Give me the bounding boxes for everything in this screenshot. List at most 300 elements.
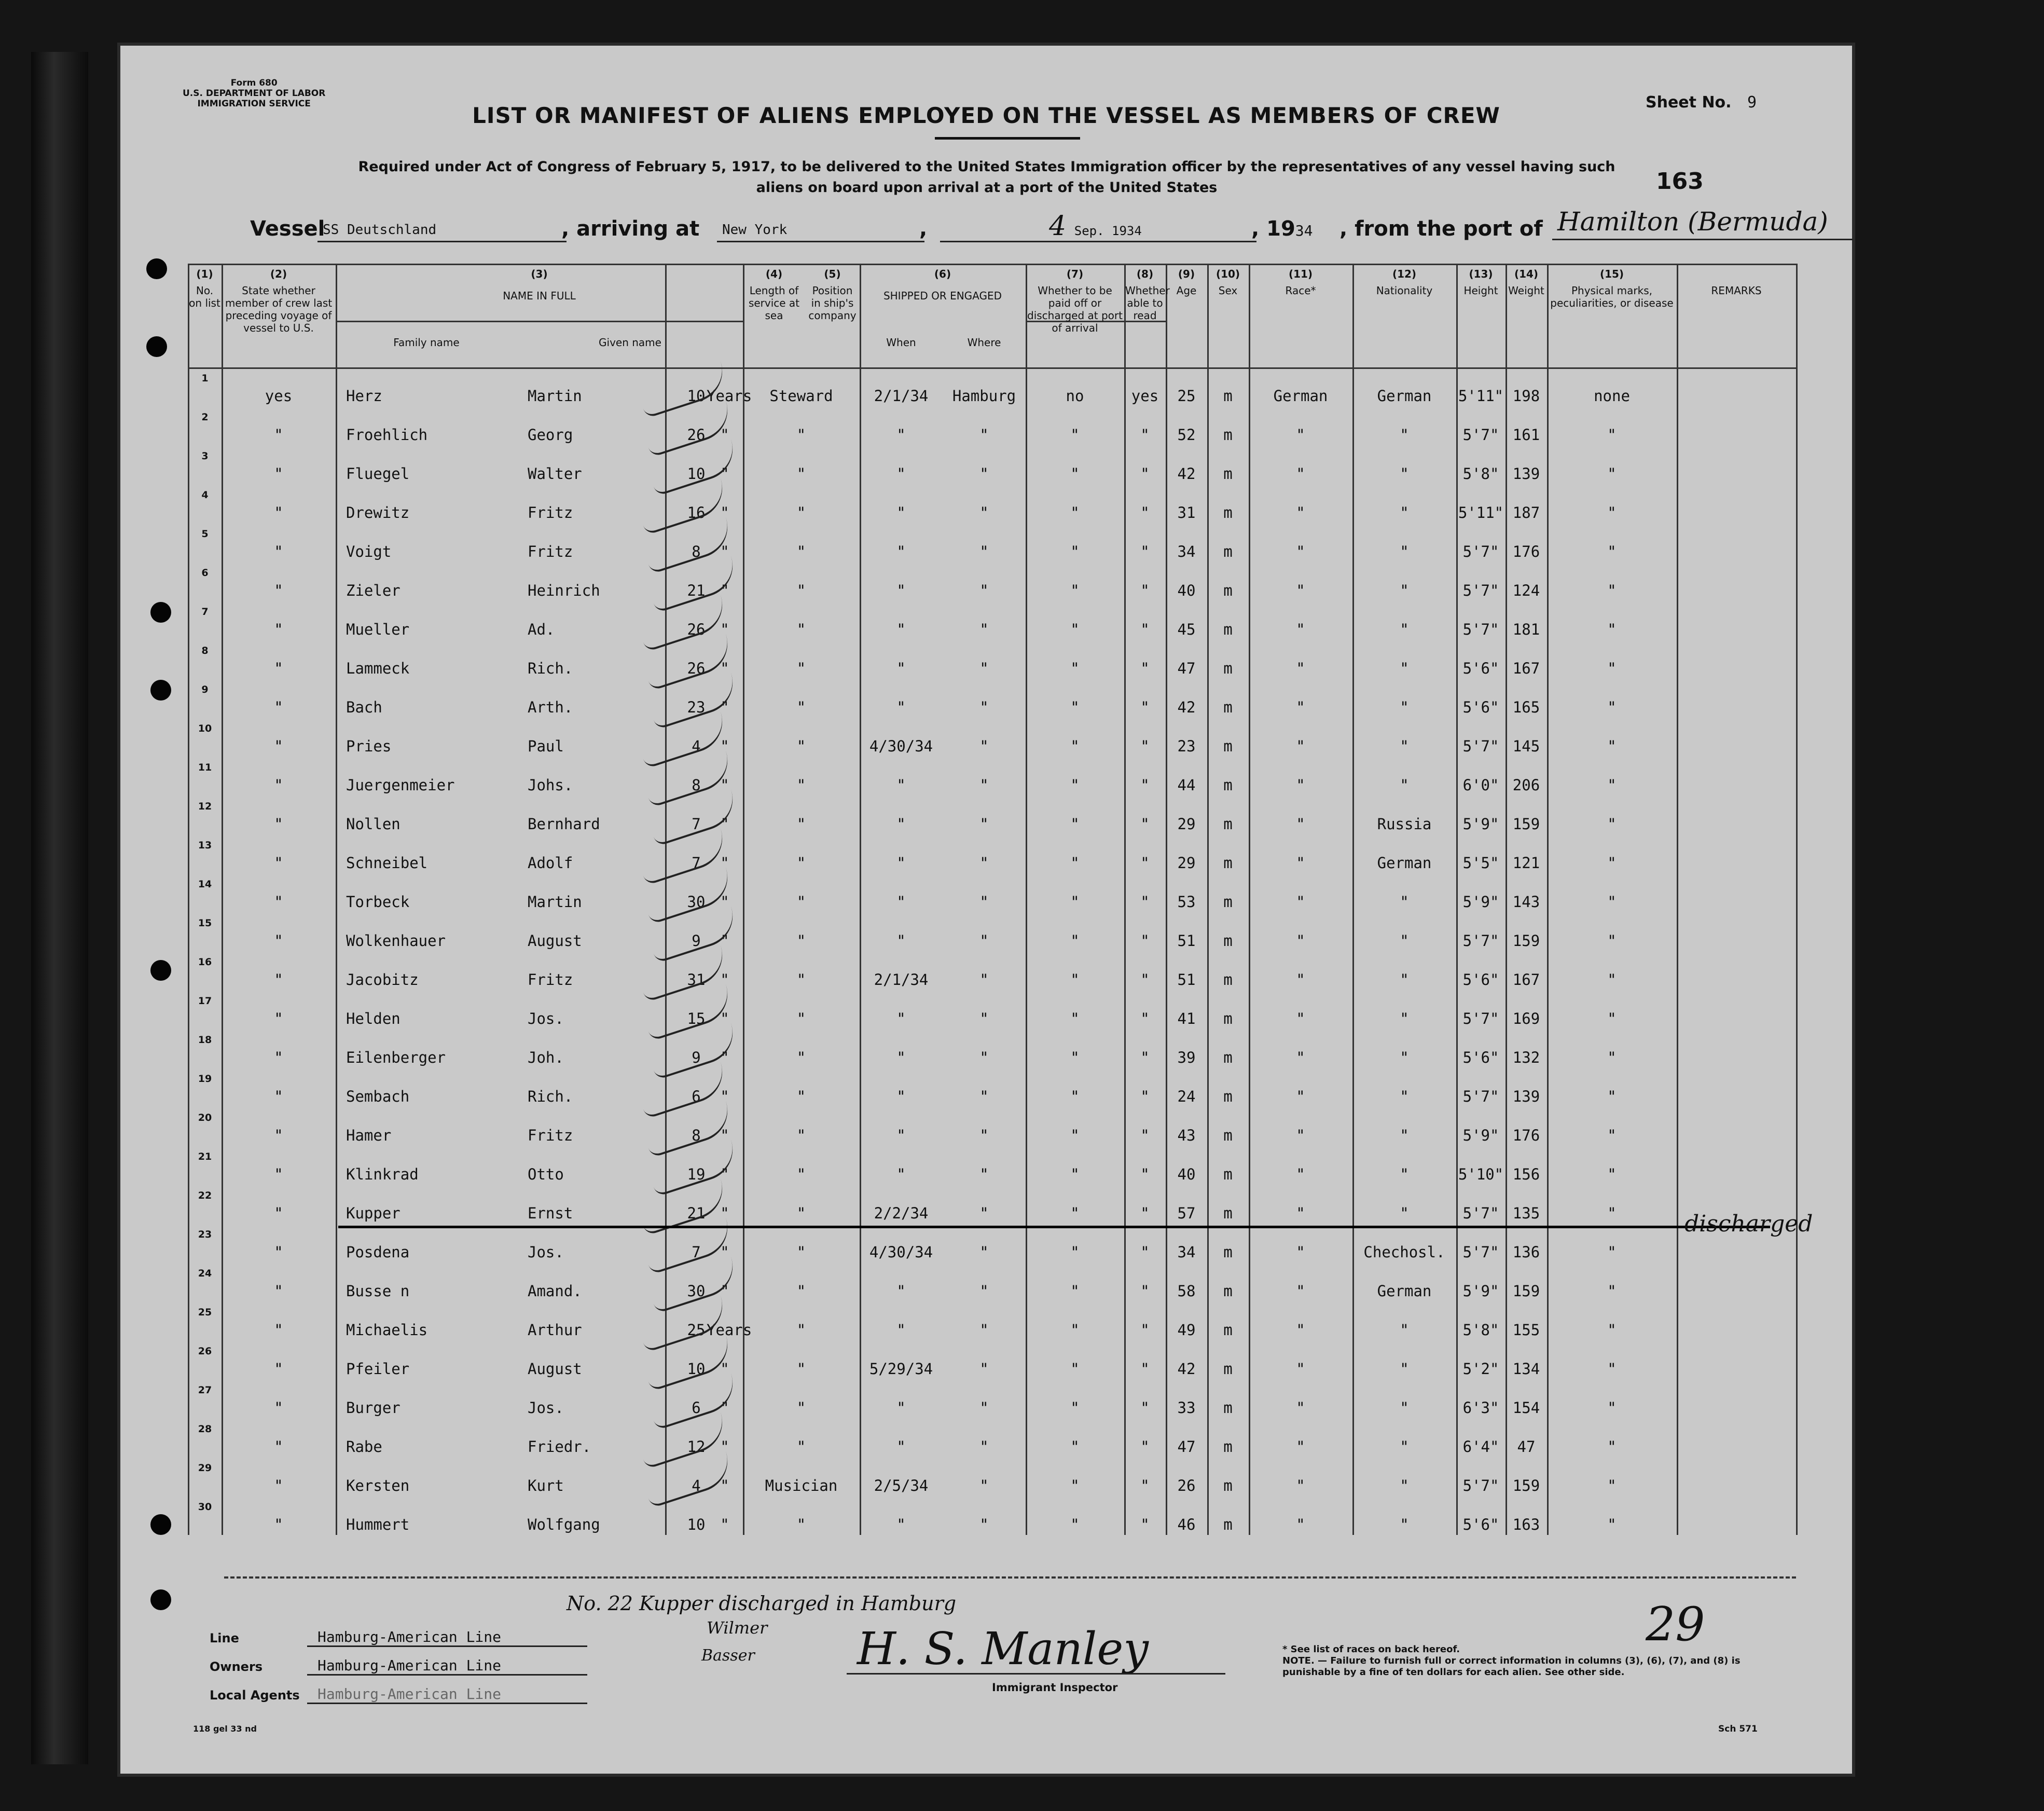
cell-nat: "	[1400, 698, 1409, 716]
cell-family: Jacobitz	[346, 971, 419, 989]
cell-marks: "	[1607, 893, 1617, 911]
cell-weight: 159	[1512, 1282, 1540, 1300]
cell-race: "	[1296, 582, 1305, 599]
cell-read: "	[1140, 1438, 1150, 1456]
sheet-label: Sheet No.	[1646, 93, 1732, 112]
cell-where: "	[979, 698, 989, 716]
cell-marks: "	[1607, 1516, 1617, 1533]
cell-age: 24	[1177, 1088, 1196, 1105]
cell-race: "	[1296, 1010, 1305, 1027]
cell-prev: "	[274, 776, 283, 794]
cell-given: August	[528, 1360, 582, 1378]
cell-prev: "	[274, 1360, 283, 1378]
race-note: * See list of races on back hereof.	[1282, 1644, 1460, 1655]
cell-weight: 145	[1512, 737, 1540, 755]
column-rule	[1796, 264, 1798, 1535]
cell-paid: "	[1070, 1399, 1080, 1417]
cell-race: "	[1296, 1204, 1305, 1222]
cell-when: "	[896, 1010, 906, 1027]
cell-given: Walter	[528, 465, 582, 483]
cell-position: "	[796, 1438, 806, 1456]
column-header: Length of service at sea	[748, 284, 800, 322]
cell-marks: "	[1607, 1204, 1617, 1222]
cell-read: "	[1140, 1399, 1150, 1417]
cell-prev: "	[274, 426, 283, 444]
cell-paid: "	[1070, 737, 1080, 755]
cell-race: "	[1296, 893, 1305, 911]
cell-nat: "	[1400, 932, 1409, 950]
cell-sex: m	[1223, 1088, 1233, 1105]
cell-nat: "	[1400, 1438, 1409, 1456]
cell-given: Heinrich	[528, 582, 600, 599]
cell-given: Jos.	[528, 1010, 564, 1027]
cell-position: "	[796, 1049, 806, 1066]
cell-height: 5'6"	[1462, 698, 1499, 716]
cell-service: 10	[687, 1360, 706, 1378]
table-top-rule	[188, 264, 1796, 265]
cell-nat: "	[1400, 1477, 1409, 1494]
row-number: 8	[201, 645, 209, 656]
cell-given: Friedr.	[528, 1438, 591, 1456]
cell-family: Sembach	[346, 1088, 410, 1105]
cell-family: Kersten	[346, 1477, 410, 1494]
cell-paid: "	[1070, 543, 1080, 560]
year-suffix: 34	[1295, 222, 1313, 239]
cell-weight: 161	[1512, 426, 1540, 444]
cell-when: "	[896, 1516, 906, 1533]
cell-weight: 156	[1512, 1165, 1540, 1183]
cell-marks: "	[1607, 737, 1617, 755]
cell-height: 5'9"	[1462, 1282, 1499, 1300]
cell-sex: m	[1223, 543, 1233, 560]
row-number: 18	[198, 1034, 212, 1046]
cell-family: Schneibel	[346, 854, 428, 872]
cell-nat: "	[1400, 1165, 1409, 1183]
cell-race: "	[1296, 504, 1305, 522]
from-port: Hamilton (Bermuda)	[1552, 207, 1853, 240]
cell-sex: m	[1223, 1243, 1233, 1261]
row-number: 15	[198, 917, 212, 929]
row-number: 30	[198, 1501, 212, 1513]
cell-service_unit: "	[720, 1282, 729, 1300]
cell-marks: "	[1607, 1165, 1617, 1183]
cell-marks: "	[1607, 1127, 1617, 1144]
cell-family: Kupper	[346, 1204, 400, 1222]
signature-rule	[847, 1673, 1225, 1675]
form-number: Form 680	[230, 78, 278, 88]
cell-service_unit: "	[720, 776, 729, 794]
cell-service: 4	[692, 737, 701, 755]
cell-sex: m	[1223, 893, 1233, 911]
cell-paid: "	[1070, 465, 1080, 483]
cell-prev: "	[274, 1165, 283, 1183]
cell-weight: 169	[1512, 1010, 1540, 1027]
cell-family: Drewitz	[346, 504, 410, 522]
cell-service_unit: "	[720, 426, 729, 444]
cell-nat: "	[1400, 1360, 1409, 1378]
arriving-port: New York	[717, 222, 924, 242]
cell-position: "	[796, 543, 806, 560]
cell-service_unit: "	[720, 1204, 729, 1222]
cell-height: 6'0"	[1462, 776, 1499, 794]
cell-marks: "	[1607, 1360, 1617, 1378]
cell-when: "	[896, 1399, 906, 1417]
cell-service_unit: "	[720, 1477, 729, 1494]
cell-given: Paul	[528, 737, 564, 755]
column-header: Weight	[1508, 284, 1544, 297]
cell-paid: "	[1070, 1438, 1080, 1456]
cell-nat: "	[1400, 504, 1409, 522]
agents-label: Local Agents	[210, 1688, 300, 1703]
cell-position: "	[796, 1088, 806, 1105]
cell-prev: "	[274, 582, 283, 599]
column-header: Whether able to read	[1125, 284, 1170, 322]
cell-age: 42	[1177, 465, 1196, 483]
cell-when: "	[896, 1127, 906, 1144]
date-day: 4	[1049, 211, 1067, 242]
cell-when: "	[896, 621, 906, 638]
cell-age: 29	[1177, 854, 1196, 872]
cell-where: "	[979, 776, 989, 794]
cell-position: "	[796, 1010, 806, 1027]
cell-sex: m	[1223, 1438, 1233, 1456]
cell-sex: m	[1223, 971, 1233, 989]
cell-when: "	[896, 698, 906, 716]
cell-prev: "	[274, 893, 283, 911]
cell-given: Georg	[528, 426, 573, 444]
cell-read: "	[1140, 737, 1150, 755]
cell-race: "	[1296, 737, 1305, 755]
name-subheader-rule	[336, 321, 743, 322]
cell-position: "	[796, 1127, 806, 1144]
row-number: 13	[198, 840, 212, 851]
cell-race: "	[1296, 815, 1305, 833]
cell-read: "	[1140, 1204, 1150, 1222]
cell-age: 52	[1177, 426, 1196, 444]
cell-age: 43	[1177, 1127, 1196, 1144]
cell-family: Bach	[346, 698, 382, 716]
cell-read: "	[1140, 815, 1150, 833]
cell-paid: "	[1070, 504, 1080, 522]
cell-when: 2/5/34	[874, 1477, 929, 1494]
cell-height: 5'10"	[1458, 1165, 1504, 1183]
subheader-given: Given name	[599, 336, 661, 349]
cell-service: 4	[692, 1477, 701, 1494]
cell-race: "	[1296, 1282, 1305, 1300]
print-code: 118 gel 33 nd	[193, 1724, 257, 1734]
cell-age: 40	[1177, 1165, 1196, 1183]
cell-service_unit: "	[720, 1438, 729, 1456]
cell-service_unit: "	[720, 1127, 729, 1144]
cell-prev: "	[274, 1088, 283, 1105]
handwritten-name: Basser	[701, 1647, 755, 1665]
cell-prev: "	[274, 1438, 283, 1456]
cell-read: "	[1140, 1321, 1150, 1339]
cell-service: 10	[687, 465, 706, 483]
subheader-where: Where	[967, 336, 1001, 349]
cell-service: 31	[687, 971, 706, 989]
cell-paid: "	[1070, 582, 1080, 599]
cell-marks: "	[1607, 1049, 1617, 1066]
cell-marks: "	[1607, 1399, 1617, 1417]
cell-when: "	[896, 465, 906, 483]
row-number: 3	[201, 450, 209, 462]
cell-service_unit: "	[720, 1049, 729, 1066]
cell-given: Fritz	[528, 1127, 573, 1144]
cell-height: 5'8"	[1462, 1321, 1499, 1339]
cell-family: Juergenmeier	[346, 776, 455, 794]
cell-weight: 143	[1512, 893, 1540, 911]
manifest-page	[120, 46, 1852, 1774]
cell-nat: "	[1400, 543, 1409, 560]
cell-where: "	[979, 660, 989, 677]
binder-edge	[31, 52, 88, 1764]
cell-position: "	[796, 737, 806, 755]
cell-family: Mueller	[346, 621, 410, 638]
header-bottom-rule	[188, 367, 1796, 369]
cell-sex: m	[1223, 465, 1233, 483]
cell-position: "	[796, 854, 806, 872]
cell-prev: "	[274, 465, 283, 483]
cell-paid: "	[1070, 971, 1080, 989]
cell-weight: 124	[1512, 582, 1540, 599]
cell-weight: 206	[1512, 776, 1540, 794]
cell-prev: "	[274, 815, 283, 833]
cell-marks: "	[1607, 1477, 1617, 1494]
cell-read: "	[1140, 1360, 1150, 1378]
cell-where: "	[979, 465, 989, 483]
subtitle: Required under Act of Congress of February 5, 1917, to be delivered to the United States Immigration officer by the representatives of any vessel having such aliens on board upon arrival at a port of the United States	[358, 159, 1615, 196]
cell-when: "	[896, 582, 906, 599]
cell-when: "	[896, 1049, 906, 1066]
row-number: 24	[198, 1268, 212, 1279]
row-number: 23	[198, 1229, 212, 1240]
cell-read: "	[1140, 621, 1150, 638]
cell-weight: 163	[1512, 1516, 1540, 1533]
cell-weight: 187	[1512, 504, 1540, 522]
row-number: 21	[198, 1151, 212, 1162]
cell-service: 6	[692, 1088, 701, 1105]
column-number: (9)	[1178, 268, 1195, 280]
cell-family: Herz	[346, 387, 382, 405]
cell-weight: 154	[1512, 1399, 1540, 1417]
arriving-label: , arriving at	[561, 217, 700, 241]
cell-service: 19	[687, 1165, 706, 1183]
cell-paid: "	[1070, 1010, 1080, 1027]
cell-service: 21	[687, 1204, 706, 1222]
cell-race: "	[1296, 1321, 1305, 1339]
column-number: (5)	[824, 268, 841, 280]
cell-height: 5'7"	[1462, 1243, 1499, 1261]
cell-age: 57	[1177, 1204, 1196, 1222]
cell-age: 42	[1177, 1360, 1196, 1378]
column-number: (11)	[1288, 268, 1313, 280]
cell-read: "	[1140, 1165, 1150, 1183]
cell-position: "	[796, 893, 806, 911]
cell-service: 25	[687, 1321, 706, 1339]
cell-paid: "	[1070, 1282, 1080, 1300]
cell-position: "	[796, 660, 806, 677]
cell-height: 5'7"	[1462, 1204, 1499, 1222]
cell-paid: "	[1070, 854, 1080, 872]
cell-when: "	[896, 543, 906, 560]
cell-service_unit: "	[720, 1243, 729, 1261]
cell-weight: 159	[1512, 1477, 1540, 1494]
cell-weight: 167	[1512, 660, 1540, 677]
cell-nat: "	[1400, 776, 1409, 794]
cell-race: "	[1296, 971, 1305, 989]
cell-service_unit: "	[720, 1088, 729, 1105]
cell-service_unit: "	[720, 932, 729, 950]
cell-age: 53	[1177, 893, 1196, 911]
cell-prev: "	[274, 621, 283, 638]
cell-service_unit: Years	[707, 1321, 752, 1339]
inspector-label: Immigrant Inspector	[992, 1681, 1118, 1694]
page-title: LIST OR MANIFEST OF ALIENS EMPLOYED ON THE VESSEL AS MEMBERS OF CREW	[472, 103, 1500, 128]
cell-sex: m	[1223, 621, 1233, 638]
cell-marks: "	[1607, 465, 1617, 483]
cell-service: 15	[687, 1010, 706, 1027]
cell-nat: "	[1400, 1049, 1409, 1066]
column-header: Age	[1176, 284, 1197, 297]
cell-position: "	[796, 1516, 806, 1533]
cell-paid: "	[1070, 932, 1080, 950]
cell-paid: "	[1070, 426, 1080, 444]
cell-service: 26	[687, 426, 706, 444]
date-stamp: Sep. 1934	[1074, 224, 1142, 238]
cell-nat: "	[1400, 1204, 1409, 1222]
cell-family: Hummert	[346, 1516, 410, 1533]
cell-family: Fluegel	[346, 465, 410, 483]
cell-given: Fritz	[528, 971, 573, 989]
row-number: 4	[201, 489, 209, 501]
cell-sex: m	[1223, 932, 1233, 950]
cell-read: "	[1140, 504, 1150, 522]
cell-sex: m	[1223, 1165, 1233, 1183]
column-number: (3)	[531, 268, 548, 280]
cell-age: 29	[1177, 815, 1196, 833]
cell-service_unit: "	[720, 737, 729, 755]
cell-where: "	[979, 582, 989, 599]
cell-race: "	[1296, 1243, 1305, 1261]
cell-weight: 198	[1512, 387, 1540, 405]
cell-sex: m	[1223, 1282, 1233, 1300]
cell-service: 7	[692, 1243, 701, 1261]
cell-paid: "	[1070, 893, 1080, 911]
cell-paid: "	[1070, 815, 1080, 833]
cell-when: 2/1/34	[874, 387, 929, 405]
cell-nat: "	[1400, 1127, 1409, 1144]
cell-when: "	[896, 1088, 906, 1105]
row-number: 20	[198, 1112, 212, 1123]
cell-prev: "	[274, 971, 283, 989]
cell-sex: m	[1223, 815, 1233, 833]
cell-given: Kurt	[528, 1477, 564, 1494]
cell-service: 10	[687, 1516, 706, 1533]
cell-service: 7	[692, 854, 701, 872]
cell-read: "	[1140, 582, 1150, 599]
subheader-when: When	[886, 336, 916, 349]
cell-weight: 134	[1512, 1360, 1540, 1378]
cell-given: Jos.	[528, 1399, 564, 1417]
line-value: Hamburg-American Line	[307, 1628, 587, 1647]
cell-service: 10	[687, 387, 706, 405]
cell-nat: "	[1400, 893, 1409, 911]
cell-when: "	[896, 932, 906, 950]
cell-marks: "	[1607, 504, 1617, 522]
cell-prev: "	[274, 1282, 283, 1300]
cell-race: "	[1296, 1049, 1305, 1066]
row-number: 14	[198, 879, 212, 890]
cell-prev: "	[274, 543, 283, 560]
cell-service: 26	[687, 660, 706, 677]
cell-height: 5'5"	[1462, 854, 1499, 872]
cell-weight: 165	[1512, 698, 1540, 716]
cell-age: 26	[1177, 1477, 1196, 1494]
cell-family: Busse n	[346, 1282, 410, 1300]
cell-height: 5'7"	[1462, 1088, 1499, 1105]
cell-nat: "	[1400, 971, 1409, 989]
cell-nat: "	[1400, 1088, 1409, 1105]
cell-family: Torbeck	[346, 893, 410, 911]
cell-service: 7	[692, 815, 701, 833]
cell-height: 5'11"	[1458, 387, 1504, 405]
cell-age: 58	[1177, 1282, 1196, 1300]
cell-service_unit: "	[720, 621, 729, 638]
cell-nat: "	[1400, 465, 1409, 483]
cell-race: "	[1296, 1165, 1305, 1183]
strike-through-row-22	[338, 1226, 1770, 1228]
cell-nat: "	[1400, 737, 1409, 755]
cell-when: "	[896, 1321, 906, 1339]
column-header: State whether member of crew last preceding voyage of vessel to U.S.	[225, 284, 333, 334]
cell-race: "	[1296, 932, 1305, 950]
cell-service: 26	[687, 621, 706, 638]
cell-read: "	[1140, 1010, 1150, 1027]
vessel-name: SS Deutschland	[317, 222, 567, 242]
cell-sex: m	[1223, 1010, 1233, 1027]
column-header: Whether to be paid off or discharged at port of arrival	[1027, 284, 1123, 334]
cell-sex: m	[1223, 1477, 1233, 1494]
cell-when: 4/30/34	[869, 1243, 933, 1261]
cell-paid: "	[1070, 1321, 1080, 1339]
cell-when: "	[896, 1282, 906, 1300]
cell-position: "	[796, 1165, 806, 1183]
row-number: 25	[198, 1307, 212, 1318]
cell-read: "	[1140, 932, 1150, 950]
cell-service: 8	[692, 776, 701, 794]
cell-height: 5'6"	[1462, 1516, 1499, 1533]
cell-where: "	[979, 1088, 989, 1105]
cell-given: Jos.	[528, 1243, 564, 1261]
cell-age: 42	[1177, 698, 1196, 716]
cell-read: yes	[1131, 387, 1159, 405]
cell-prev: "	[274, 1010, 283, 1027]
column-header: Race*	[1285, 284, 1316, 297]
cell-age: 47	[1177, 660, 1196, 677]
cell-where: "	[979, 1399, 989, 1417]
row-number: 12	[198, 801, 212, 812]
cell-service_unit: "	[720, 1516, 729, 1533]
cell-age: 46	[1177, 1516, 1196, 1533]
cell-position: "	[796, 1282, 806, 1300]
cell-paid: "	[1070, 621, 1080, 638]
cell-prev: "	[274, 737, 283, 755]
form-notes	[1282, 1644, 1801, 1678]
cell-marks: "	[1607, 815, 1617, 833]
cell-when: "	[896, 1165, 906, 1183]
cell-nat: "	[1400, 660, 1409, 677]
